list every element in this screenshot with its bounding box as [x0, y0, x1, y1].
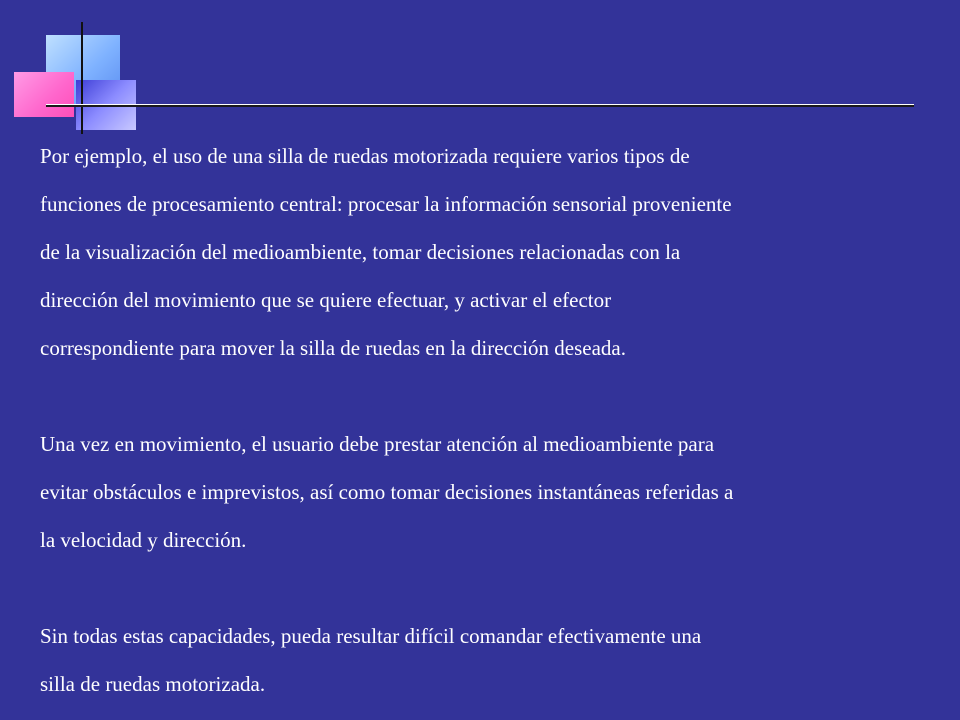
decorative-squares-logo: [0, 0, 960, 140]
paragraph-2: Una vez en movimiento, el usuario debe prestar atención al medioambiente para evitar obstáculos e imprevistos, así como tomar decisiones instantáneas referidas a la velocidad y dirección.: [40, 432, 734, 552]
horizontal-divider-line: [46, 104, 914, 107]
pink-square: [14, 72, 74, 117]
paragraph-3: Sin todas estas capacidades, pueda resultar difícil comandar efectivamente una silla de ruedas motorizada.: [40, 624, 702, 696]
slide-body: [40, 132, 930, 708]
paragraph-1: Por ejemplo, el uso de una silla de ruedas motorizada requiere varios tipos de funciones de procesamiento central: procesar la información sensorial proveniente de la visualización del medioambiente, tomar decisiones relacionadas con la dirección del movimiento que se quiere efectuar, y activar el efector correspondiente para mover la silla de ruedas en la dirección deseada.: [40, 144, 732, 360]
vertical-divider-line: [81, 22, 83, 134]
